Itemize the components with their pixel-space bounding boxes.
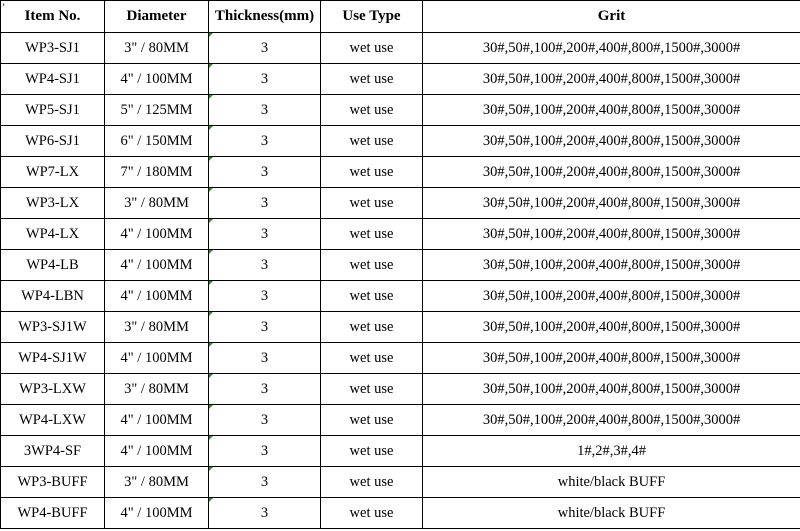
- cell-text: 3" / 80MM: [124, 318, 189, 335]
- cell-diameter: [105, 64, 209, 95]
- header-use-type: Use Type: [321, 1, 423, 33]
- table-row: [1, 188, 800, 219]
- cell-diameter: [105, 219, 209, 250]
- cell-item-no: [1, 281, 105, 312]
- cell-item-no: [1, 157, 105, 188]
- header-item-no: ʼ Item No.: [1, 1, 105, 33]
- cell-text: 30#,50#,100#,200#,400#,800#,1500#,3000#: [482, 349, 741, 366]
- cell-text: wet use: [349, 380, 394, 397]
- cell-marker-icon: [209, 126, 213, 130]
- cell-marker-icon: [209, 157, 213, 161]
- cell-text: 3" / 80MM: [124, 473, 189, 490]
- cell-text: 1#,2#,3#,4#: [577, 442, 646, 459]
- cell-thickness: [209, 188, 321, 219]
- cell-text: 3: [260, 504, 269, 521]
- cell-diameter: [105, 498, 209, 529]
- cell-thickness: [209, 312, 321, 343]
- cell-marker-icon: [209, 498, 213, 502]
- cell-text: 3: [260, 101, 269, 118]
- cell-item-no: [1, 126, 105, 157]
- table-row: [1, 405, 800, 436]
- cell-grit: [423, 374, 800, 405]
- cell-text: wet use: [349, 504, 394, 521]
- cell-text: 30#,50#,100#,200#,400#,800#,1500#,3000#: [482, 411, 741, 428]
- cell-diameter: [105, 95, 209, 126]
- cell-text: 3: [260, 39, 269, 56]
- cell-text: 3" / 80MM: [124, 194, 189, 211]
- cell-thickness: [209, 95, 321, 126]
- cell-text: WP3-LXW: [19, 380, 86, 397]
- cell-text: 30#,50#,100#,200#,400#,800#,1500#,3000#: [482, 256, 741, 273]
- cell-text: WP3-SJ1W: [18, 318, 87, 335]
- cell-item-no: [1, 405, 105, 436]
- cell-thickness: [209, 250, 321, 281]
- cell-text: 30#,50#,100#,200#,400#,800#,1500#,3000#: [482, 132, 741, 149]
- cell-diameter: [105, 33, 209, 64]
- table-row: [1, 281, 800, 312]
- table-row: [1, 436, 800, 467]
- cell-diameter: [105, 405, 209, 436]
- cell-thickness: [209, 467, 321, 498]
- cell-text: WP4-SJ1: [25, 70, 80, 87]
- cell-diameter: [105, 157, 209, 188]
- cell-grit: [423, 436, 800, 467]
- cell-text: 4" / 100MM: [120, 442, 193, 459]
- table-row: [1, 64, 800, 95]
- cell-text: 3: [260, 132, 269, 149]
- cell-text: 30#,50#,100#,200#,400#,800#,1500#,3000#: [482, 163, 741, 180]
- cell-item-no: [1, 64, 105, 95]
- cell-text: wet use: [349, 411, 394, 428]
- cell-text: WP7-LX: [25, 163, 80, 180]
- cell-diameter: [105, 343, 209, 374]
- cell-text: 30#,50#,100#,200#,400#,800#,1500#,3000#: [482, 287, 741, 304]
- cell-item-no: [1, 188, 105, 219]
- cell-diameter: [105, 312, 209, 343]
- cell-grit: [423, 281, 800, 312]
- cell-use-type: [321, 405, 423, 436]
- cell-use-type: [321, 343, 423, 374]
- cell-use-type: [321, 374, 423, 405]
- cell-text: 3WP4-SF: [23, 442, 82, 459]
- cell-grit: [423, 219, 800, 250]
- cell-text: 3: [260, 349, 269, 366]
- cell-text: 3: [260, 163, 269, 180]
- cell-text: 30#,50#,100#,200#,400#,800#,1500#,3000#: [482, 225, 741, 242]
- header-diameter: Diameter: [105, 1, 209, 33]
- cell-text: 4" / 100MM: [120, 225, 193, 242]
- table-row: [1, 312, 800, 343]
- cell-use-type: [321, 64, 423, 95]
- cell-text: wet use: [349, 256, 394, 273]
- cell-marker-icon: [209, 436, 213, 440]
- cell-diameter: [105, 188, 209, 219]
- cell-text: white/black BUFF: [557, 504, 666, 521]
- cell-diameter: [105, 281, 209, 312]
- cell-text: wet use: [349, 132, 394, 149]
- cell-text: 30#,50#,100#,200#,400#,800#,1500#,3000#: [482, 194, 741, 211]
- cell-text: 3: [260, 70, 269, 87]
- cell-grit: [423, 467, 800, 498]
- cell-text: WP4-LB: [26, 256, 79, 273]
- cell-use-type: [321, 467, 423, 498]
- cell-text: 3: [260, 256, 269, 273]
- cell-marker-icon: [209, 95, 213, 99]
- header-row: [1, 1, 800, 33]
- cell-text: 30#,50#,100#,200#,400#,800#,1500#,3000#: [482, 380, 741, 397]
- cell-thickness: [209, 281, 321, 312]
- cell-marker-icon: [209, 374, 213, 378]
- cell-use-type: [321, 219, 423, 250]
- cell-text: 3: [260, 473, 269, 490]
- header-thickness: Thickness(mm): [209, 1, 321, 33]
- cell-marker-icon: [209, 343, 213, 347]
- cell-use-type: [321, 281, 423, 312]
- cell-text: wet use: [349, 287, 394, 304]
- cell-item-no: [1, 312, 105, 343]
- cell-item-no: [1, 219, 105, 250]
- cell-use-type: [321, 95, 423, 126]
- cell-text: 3: [260, 442, 269, 459]
- cell-marker-icon: [209, 405, 213, 409]
- cell-text: 3: [260, 194, 269, 211]
- cell-thickness: [209, 219, 321, 250]
- cell-text: 6" / 150MM: [120, 132, 193, 149]
- cell-marker-icon: [209, 64, 213, 68]
- cell-thickness: [209, 498, 321, 529]
- cell-thickness: [209, 405, 321, 436]
- cell-text: wet use: [349, 70, 394, 87]
- table-row: [1, 374, 800, 405]
- cell-text: WP3-LX: [25, 194, 80, 211]
- cell-text: WP3-BUFF: [17, 473, 88, 490]
- table-row: [1, 95, 800, 126]
- cell-text: WP4-LX: [25, 225, 80, 242]
- cell-diameter: [105, 250, 209, 281]
- cell-thickness: [209, 374, 321, 405]
- cell-thickness: [209, 126, 321, 157]
- cell-text: 3" / 80MM: [124, 39, 189, 56]
- cell-grit: [423, 64, 800, 95]
- cell-text: wet use: [349, 225, 394, 242]
- cell-text: WP4-BUFF: [17, 504, 88, 521]
- cell-diameter: [105, 126, 209, 157]
- cell-text: wet use: [349, 163, 394, 180]
- cell-thickness: [209, 157, 321, 188]
- cell-marker-icon: [209, 33, 213, 37]
- cell-text: 3: [260, 287, 269, 304]
- table-row: [1, 343, 800, 374]
- table-row: [1, 498, 800, 529]
- cell-text: 3: [260, 318, 269, 335]
- cell-grit: [423, 95, 800, 126]
- cell-grit: [423, 312, 800, 343]
- header-grit: Grit: [423, 1, 800, 33]
- cell-grit: [423, 157, 800, 188]
- cell-text: wet use: [349, 442, 394, 459]
- cell-grit: [423, 188, 800, 219]
- table-header: [1, 1, 800, 33]
- cell-text: 4" / 100MM: [120, 349, 193, 366]
- cell-use-type: [321, 33, 423, 64]
- cell-item-no: [1, 374, 105, 405]
- cell-text: WP4-LBN: [21, 287, 84, 304]
- cell-text: wet use: [349, 473, 394, 490]
- cell-text: wet use: [349, 101, 394, 118]
- cell-text: white/black BUFF: [557, 473, 666, 490]
- table-row: [1, 157, 800, 188]
- cell-marker-icon: [209, 188, 213, 192]
- cell-diameter: [105, 374, 209, 405]
- table-row: [1, 219, 800, 250]
- cell-text: 30#,50#,100#,200#,400#,800#,1500#,3000#: [482, 318, 741, 335]
- cell-marker-icon: [209, 312, 213, 316]
- cell-grit: [423, 343, 800, 374]
- cell-item-no: [1, 498, 105, 529]
- cell-thickness: [209, 64, 321, 95]
- cell-grit: [423, 126, 800, 157]
- cell-use-type: [321, 126, 423, 157]
- cell-item-no: [1, 95, 105, 126]
- cell-grit: [423, 33, 800, 64]
- cell-marker-icon: [209, 219, 213, 223]
- table-body: [1, 33, 800, 529]
- cell-text: 7" / 180MM: [120, 163, 193, 180]
- table-row: [1, 250, 800, 281]
- cell-item-no: [1, 343, 105, 374]
- cell-text: WP3-SJ1: [25, 39, 80, 56]
- cell-use-type: [321, 250, 423, 281]
- cell-text: wet use: [349, 194, 394, 211]
- cell-item-no: [1, 250, 105, 281]
- cell-marker-icon: [209, 281, 213, 285]
- cell-text: 4" / 100MM: [120, 411, 193, 428]
- cell-text: WP5-SJ1: [25, 101, 80, 118]
- cell-text: 3: [260, 411, 269, 428]
- cell-item-no: [1, 436, 105, 467]
- cell-use-type: [321, 498, 423, 529]
- cell-text: wet use: [349, 318, 394, 335]
- cell-text: 4" / 100MM: [120, 504, 193, 521]
- cell-item-no: [1, 467, 105, 498]
- cell-item-no: [1, 33, 105, 64]
- cell-text: wet use: [349, 39, 394, 56]
- cell-text: wet use: [349, 349, 394, 366]
- cell-grit: [423, 498, 800, 529]
- cell-text: 4" / 100MM: [120, 70, 193, 87]
- cell-marker-icon: [209, 250, 213, 254]
- cell-marker-icon: [209, 467, 213, 471]
- cell-thickness: [209, 343, 321, 374]
- cell-use-type: [321, 157, 423, 188]
- cell-text: 4" / 100MM: [120, 256, 193, 273]
- cell-text: WP4-LXW: [19, 411, 86, 428]
- cell-thickness: [209, 436, 321, 467]
- cell-text: 3" / 80MM: [124, 380, 189, 397]
- cell-thickness: [209, 33, 321, 64]
- cell-text: 30#,50#,100#,200#,400#,800#,1500#,3000#: [482, 101, 741, 118]
- cell-text: WP4-SJ1W: [18, 349, 87, 366]
- table-row: [1, 126, 800, 157]
- cell-grit: [423, 250, 800, 281]
- cell-diameter: [105, 467, 209, 498]
- cell-use-type: [321, 312, 423, 343]
- cell-text: 4" / 100MM: [120, 287, 193, 304]
- table-row: [1, 467, 800, 498]
- cell-use-type: [321, 436, 423, 467]
- cell-text: 30#,50#,100#,200#,400#,800#,1500#,3000#: [482, 39, 741, 56]
- cell-diameter: [105, 436, 209, 467]
- cell-use-type: [321, 188, 423, 219]
- cell-text: 5" / 125MM: [120, 101, 193, 118]
- table-row: [1, 33, 800, 64]
- cell-text: 3: [260, 380, 269, 397]
- cell-text: 30#,50#,100#,200#,400#,800#,1500#,3000#: [482, 70, 741, 87]
- cell-text: 3: [260, 225, 269, 242]
- cell-grit: [423, 405, 800, 436]
- cell-text: WP6-SJ1: [25, 132, 80, 149]
- comment-indicator-icon: ʼ: [2, 2, 5, 12]
